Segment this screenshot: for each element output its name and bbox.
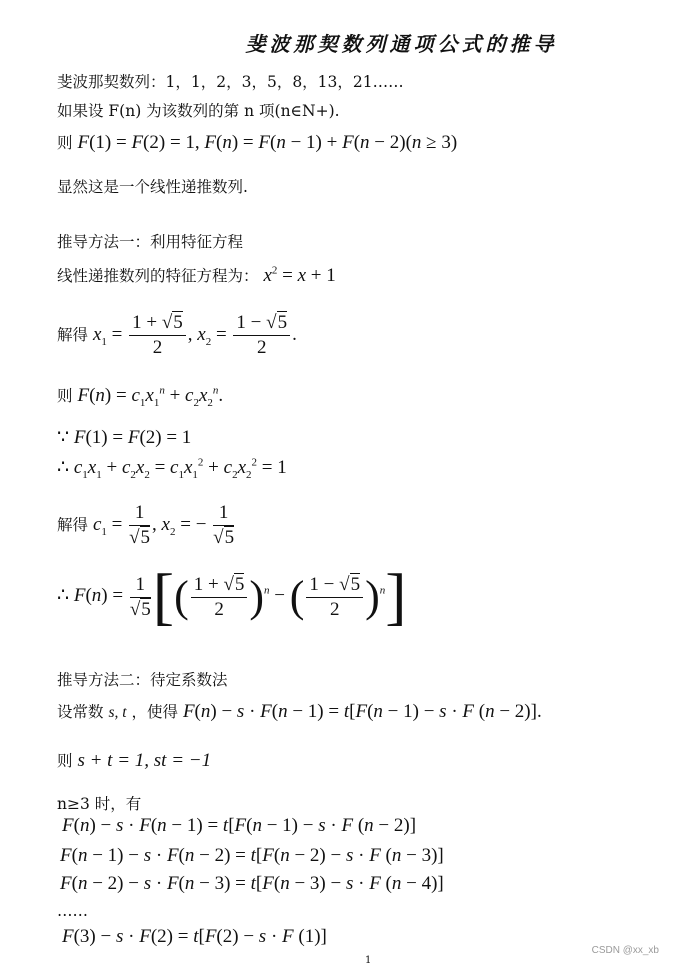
sequence-values: 1，1，2，3，5，8，13，21…… (165, 73, 404, 91)
setup-line (57, 700, 542, 723)
therefore-formula: ∴ $c_1x_1 + c_2x_2 = c_1x_1^2 + c_2x_2^2 = 1$ (57, 456, 287, 481)
derivation-row-1: F(n) − s · F(n − 1) = t[F(n − 1) − s · F (n − 2)] (62, 815, 417, 836)
setup-formula: F(n) − s · F(n − 1) = t[F(n − 1) − s · F (n − 2)]. (182, 701, 542, 722)
general-solution-formula: $F(n) = c_1x_1^n + c_2x_2^n$. (77, 384, 224, 409)
recurrence-line (57, 131, 457, 154)
general-solution-label: 则 (57, 387, 73, 405)
roots-label: 解得 (57, 325, 89, 344)
char-eq-formula: $x^2 = x + 1$ (263, 264, 336, 286)
coefficients-line (57, 502, 236, 549)
setup-vars: s, t (108, 704, 127, 721)
st-formula: s + t = 1, st = −1 (77, 750, 212, 771)
char-eq-label: 线性递推数列的特征方程为： (57, 267, 259, 285)
setup-prefix: 设常数 (57, 703, 104, 721)
closed-form-line (57, 560, 407, 634)
sequence-line (57, 70, 404, 92)
ellipsis-line: …… (57, 902, 88, 920)
n-condition-line: n≥3 时，有 (57, 795, 142, 813)
sequence-label: 斐波那契数列： (57, 73, 166, 91)
definition-line: 如果设 F(n) 为该数列的第 n 项(n∈N+). (57, 102, 340, 120)
st-line (57, 749, 211, 772)
recurrence-formula: F(1) = F(2) = 1, F(n) = F(n − 1) + F(n − 2)(n ≥ 3) (77, 132, 458, 153)
therefore-line (57, 456, 287, 481)
watermark-text: CSDN @xx_xb (591, 945, 659, 956)
setup-mid: ，使得 (131, 703, 178, 721)
derivation-row-last: F(3) − s · F(2) = t[F(2) − s · F (1)] (62, 926, 327, 947)
closed-form-formula: ∴ F(n) = $\frac{1}{√5}$ [( $\frac{1 + √5}{2}$ )$^n$ − ( $\frac{1 - √5}{2}$ )$^n$] (57, 561, 407, 632)
document-title: 斐波那契数列通项公式的推导 (245, 32, 558, 56)
char-eq-line (57, 264, 336, 287)
method2-heading: 推导方法二：待定系数法 (57, 671, 228, 689)
page-number: 1 (365, 955, 372, 966)
recurrence-prefix: 则 (57, 134, 73, 152)
because-line (57, 426, 191, 449)
method1-heading: 推导方法一：利用特征方程 (57, 233, 244, 251)
because-formula: ∵ F(1) = F(2) = 1 (57, 427, 192, 448)
coefficients-formula: $c_1$ = $\frac{1}{√5}$ , $x_2$ = − $\frac{1}{√5}$ (92, 502, 235, 548)
conclusion-line: 显然这是一个线性递推数列. (57, 178, 248, 196)
general-solution-line (57, 384, 223, 409)
derivation-row-2: F(n − 1) − s · F(n − 2) = t[F(n − 2) − s · F (n − 3)] (60, 845, 444, 866)
roots-line (57, 312, 297, 359)
roots-formula: $x_1$ = $\frac{1 + √5}{2}$ , $x_2$ = $\frac{1 - √5}{2}$ . (92, 312, 297, 358)
derivation-row-3: F(n − 2) − s · F(n − 3) = t[F(n − 3) − s · F (n − 4)] (60, 873, 444, 894)
st-label: 则 (57, 752, 73, 770)
coefficients-label: 解得 (57, 515, 89, 534)
